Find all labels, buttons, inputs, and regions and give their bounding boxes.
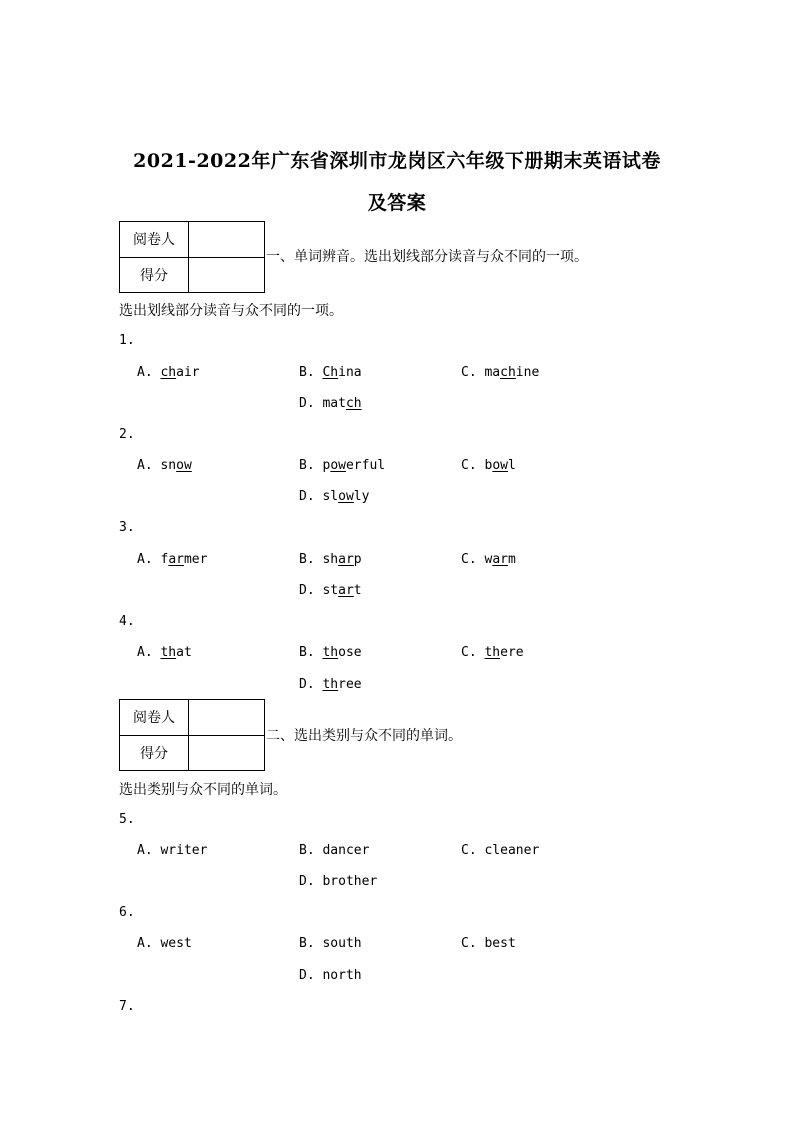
option-b[interactable]: B. south xyxy=(299,936,362,951)
underlined-letters: ar xyxy=(338,583,354,598)
underlined-letters: ar xyxy=(338,552,354,567)
reviewer-label: 阅卷人 xyxy=(120,222,189,258)
question-number: 3. xyxy=(119,520,135,535)
score-label: 得分 xyxy=(120,735,189,771)
underlined-letters: ch xyxy=(345,396,362,411)
option-a[interactable]: A. snow xyxy=(137,458,192,473)
option-a[interactable]: A. west xyxy=(137,936,192,951)
option-d[interactable]: D. start xyxy=(299,583,362,598)
option-d[interactable]: D. brother xyxy=(299,874,378,889)
underlined-letters: th xyxy=(160,645,177,660)
grade-box xyxy=(119,221,265,293)
underlined-letters: ar xyxy=(168,552,184,567)
underlined-letters: th xyxy=(484,645,501,660)
option-c[interactable]: C. best xyxy=(461,936,516,951)
option-a[interactable]: A. writer xyxy=(137,843,208,858)
question-number: 4. xyxy=(119,614,135,629)
option-c[interactable]: C. warm xyxy=(461,552,516,567)
section-heading: 一、单词辨音。选出划线部分读音与众不同的一项。 xyxy=(266,249,588,265)
section-instruction: 选出划线部分读音与众不同的一项。 xyxy=(119,303,343,319)
score-label: 得分 xyxy=(120,257,189,293)
option-b[interactable]: B. powerful xyxy=(299,458,386,473)
option-d[interactable]: D. slowly xyxy=(299,489,370,504)
option-d[interactable]: D. north xyxy=(299,968,362,983)
grade-box xyxy=(119,699,265,771)
question-number: 7. xyxy=(119,999,135,1014)
option-c[interactable]: C. there xyxy=(461,645,524,660)
underlined-letters: th xyxy=(322,677,339,692)
section-heading: 二、选出类别与众不同的单词。 xyxy=(266,728,462,744)
option-a[interactable]: A. chair xyxy=(137,365,200,380)
page-title-continued: 及答案 xyxy=(367,192,427,214)
reviewer-field[interactable] xyxy=(189,700,265,736)
underlined-letters: Ch xyxy=(322,365,339,380)
option-d[interactable]: D. three xyxy=(299,677,362,692)
score-field[interactable] xyxy=(189,735,265,771)
reviewer-label: 阅卷人 xyxy=(120,700,189,736)
option-b[interactable]: B. China xyxy=(299,365,362,380)
option-c[interactable]: C. bowl xyxy=(461,458,516,473)
underlined-letters: ow xyxy=(492,458,508,473)
underlined-letters: ch xyxy=(500,365,516,380)
underlined-letters: ow xyxy=(330,458,346,473)
option-d[interactable]: D. match xyxy=(299,396,362,411)
score-field[interactable] xyxy=(189,257,265,293)
reviewer-field[interactable] xyxy=(189,222,265,258)
underlined-letters: ch xyxy=(160,365,177,380)
underlined-letters: ow xyxy=(338,489,354,504)
question-number: 1. xyxy=(119,333,135,348)
underlined-letters: ar xyxy=(492,552,508,567)
option-b[interactable]: B. those xyxy=(299,645,362,660)
underlined-letters: ow xyxy=(176,458,192,473)
option-a[interactable]: A. that xyxy=(137,645,192,660)
option-c[interactable]: C. cleaner xyxy=(461,843,540,858)
option-a[interactable]: A. farmer xyxy=(137,552,208,567)
section-instruction: 选出类别与众不同的单词。 xyxy=(119,782,287,798)
underlined-letters: th xyxy=(322,645,339,660)
question-number: 6. xyxy=(119,905,135,920)
page-title: 2021-2022年广东省深圳市龙岗区六年级下册期末英语试卷 xyxy=(133,150,661,172)
option-b[interactable]: B. dancer xyxy=(299,843,370,858)
question-number: 5. xyxy=(119,812,135,827)
option-b[interactable]: B. sharp xyxy=(299,552,362,567)
question-number: 2. xyxy=(119,427,135,442)
option-c[interactable]: C. machine xyxy=(461,365,540,380)
